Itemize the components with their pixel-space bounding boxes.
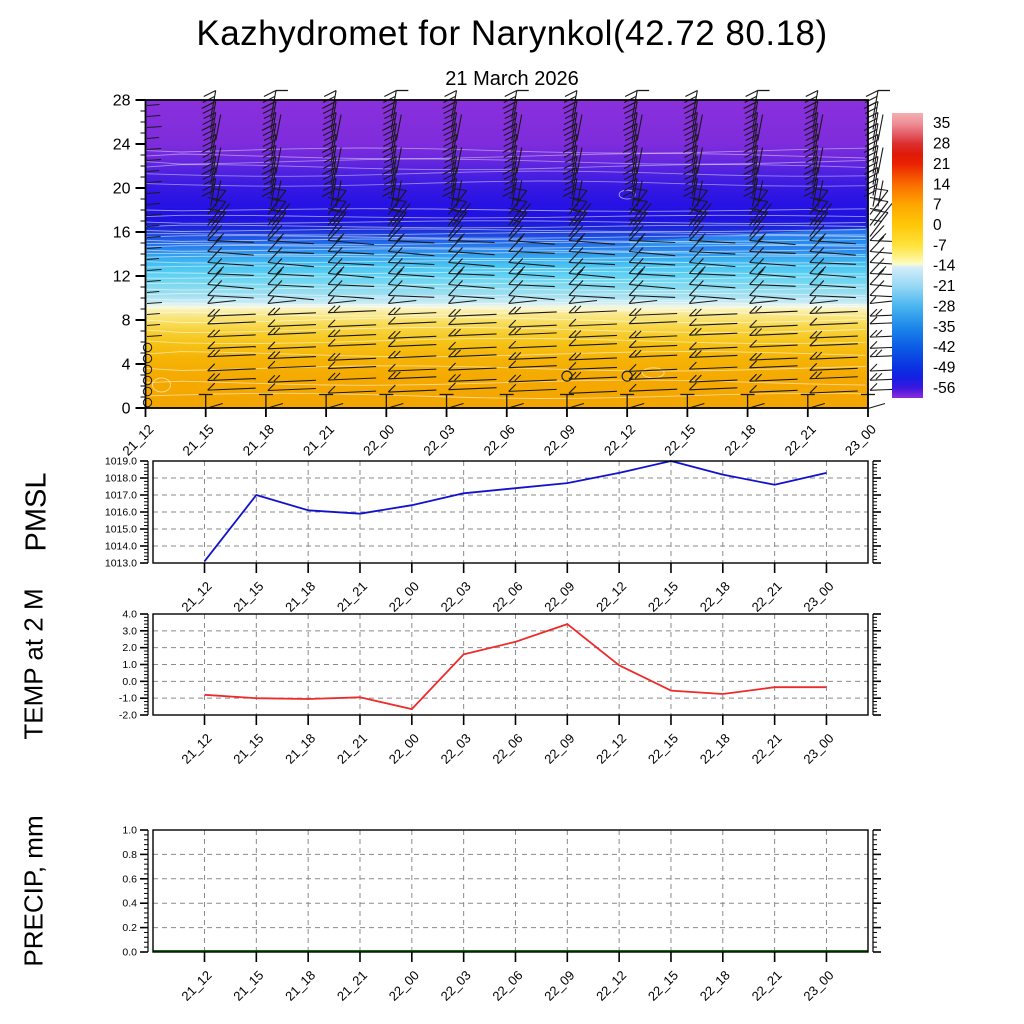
x-tick-label: 22_09: [541, 967, 578, 1004]
y-tick-label: 0.6: [122, 873, 137, 886]
colorbar-label: -56: [933, 379, 956, 397]
gridlines: [153, 614, 868, 715]
y-tick-label: -1.0: [118, 692, 137, 705]
x-tick-label: 23_00: [800, 578, 837, 615]
x-tick-label: 21_12: [178, 730, 215, 767]
x-tick-label: 21_21: [333, 967, 371, 1004]
x-tick-label: 21_15: [230, 730, 267, 767]
pmsl-panel: [105, 456, 881, 615]
x-tick-label: 21_12: [178, 967, 215, 1004]
x-tick-label: 22_03: [437, 730, 474, 767]
x-tick-label: 22_18: [721, 421, 759, 459]
x-tick-label: 22_18: [696, 730, 733, 767]
temp-axis-title: TEMP at 2 M: [18, 588, 49, 740]
y-tick-label: 0: [121, 400, 131, 418]
colorbar-gradient: [892, 113, 923, 398]
colorbar-label: -28: [933, 298, 956, 316]
x-tick-label: 22_09: [541, 578, 578, 615]
y-tick-label: 1019.0: [104, 455, 137, 468]
x-tick-label: 22_15: [661, 421, 699, 459]
y-tick-label: 0.0: [122, 946, 137, 959]
y-tick-label: 1.0: [122, 824, 137, 837]
pmsl-axes: [105, 456, 881, 615]
colorbar-label: -49: [933, 359, 956, 377]
y-tick-label: 2.0: [122, 642, 137, 655]
x-tick-label: 22_18: [696, 967, 733, 1004]
x-tick-label: 22_21: [748, 967, 785, 1004]
y-tick-label: 1.0: [122, 659, 137, 671]
colorbar-label: -21: [933, 278, 956, 296]
x-tick-label: 22_03: [437, 578, 474, 615]
x-tick-label: 22_03: [437, 967, 474, 1004]
x-tick-label: 21_12: [178, 578, 215, 615]
pmsl-axis-title: PMSL: [20, 472, 53, 552]
x-tick-label: 21_18: [282, 730, 319, 767]
colorbar-label: 28: [933, 135, 951, 153]
x-tick-label: 22_18: [696, 578, 733, 615]
y-tick-label: 16: [112, 224, 131, 242]
colorbar-label: 35: [933, 115, 951, 133]
x-tick-label: 22_21: [748, 578, 785, 615]
colorbar-label: 7: [933, 196, 942, 214]
x-tick-label: 22_15: [644, 730, 682, 767]
x-tick-label: 21_15: [230, 578, 267, 615]
page-title: Kazhydromet for Narynkol(42.72 80.18): [196, 14, 828, 53]
x-tick-label: 22_00: [385, 967, 422, 1004]
x-tick-label: 23_00: [800, 730, 837, 767]
x-tick-label: 23_00: [800, 967, 837, 1004]
x-tick-label: 22_12: [593, 967, 630, 1004]
y-tick-label: 1013.0: [104, 557, 137, 570]
x-tick-label: 21_21: [333, 578, 371, 615]
colorbar-label: -35: [933, 318, 956, 336]
gridlines: [153, 830, 868, 952]
y-tick-label: 20: [112, 180, 131, 198]
gridlines: [153, 461, 868, 563]
y-tick-label: 0.4: [122, 897, 137, 910]
precip-axis-title: PRECIP, mm: [18, 815, 49, 967]
x-tick-label: 22_21: [748, 730, 785, 767]
temp2m-panel: [119, 609, 881, 767]
y-tick-label: 1014.0: [104, 540, 137, 553]
y-tick-label: 0.8: [122, 848, 137, 861]
y-tick-label: 4.0: [122, 608, 137, 621]
x-tick-label: 22_12: [601, 421, 639, 459]
colorbar-label: 21: [933, 155, 951, 173]
x-tick-label: 22_09: [540, 421, 579, 459]
colorbar-label: -14: [933, 257, 956, 275]
date-subtitle: 21 March 2026: [445, 68, 579, 90]
x-tick-label: 21_18: [239, 421, 278, 459]
x-tick-label: 22_06: [480, 421, 518, 459]
x-tick-label: 23_00: [841, 421, 880, 459]
x-tick-label: 22_15: [644, 578, 682, 615]
y-tick-label: 1017.0: [104, 489, 137, 502]
y-tick-label: 1016.0: [104, 506, 137, 519]
x-tick-label: 21_21: [333, 730, 371, 767]
y-tick-label: 0.0: [122, 675, 137, 688]
colorbar-label: -42: [933, 339, 956, 357]
colorbar: [892, 113, 956, 398]
upper-air-panel: [113, 91, 918, 459]
x-tick-label: 21_15: [179, 421, 217, 459]
x-tick-label: 22_21: [781, 421, 819, 459]
y-tick-label: 8: [121, 312, 131, 330]
x-tick-label: 22_12: [593, 730, 630, 767]
precip-panel: [122, 825, 881, 1004]
colorbar-label: -7: [933, 237, 947, 255]
precip-axes: [122, 825, 881, 1004]
y-tick-label: 12: [112, 268, 131, 286]
y-tick-label: 0.2: [122, 922, 137, 935]
x-tick-label: 21_18: [282, 967, 319, 1004]
y-tick-label: 3.0: [122, 625, 137, 638]
y-tick-label: 24: [112, 136, 131, 154]
x-tick-label: 22_00: [385, 578, 422, 615]
x-tick-label: 22_00: [385, 730, 422, 767]
x-tick-label: 21_15: [230, 967, 267, 1004]
x-tick-label: 21_21: [300, 421, 338, 459]
x-tick-label: 22_06: [489, 730, 526, 767]
x-tick-label: 22_06: [489, 578, 526, 615]
y-tick-label: 4: [121, 356, 131, 374]
x-tick-label: 22_09: [541, 730, 578, 767]
x-tick-label: 22_15: [644, 967, 682, 1004]
x-tick-label: 22_12: [593, 578, 630, 615]
x-tick-label: 22_00: [360, 421, 398, 459]
y-tick-label: 28: [112, 92, 131, 110]
x-tick-label: 21_18: [282, 578, 319, 615]
y-tick-label: 1018.0: [104, 472, 137, 485]
y-tick-label: 1015.0: [104, 523, 137, 536]
y-tick-label: -2.0: [118, 709, 137, 722]
x-tick-label: 22_06: [489, 967, 526, 1004]
colorbar-label: 14: [933, 176, 951, 194]
x-tick-label: 21_12: [119, 421, 157, 459]
colorbar-label: 0: [933, 216, 942, 234]
x-tick-label: 22_03: [420, 421, 458, 459]
